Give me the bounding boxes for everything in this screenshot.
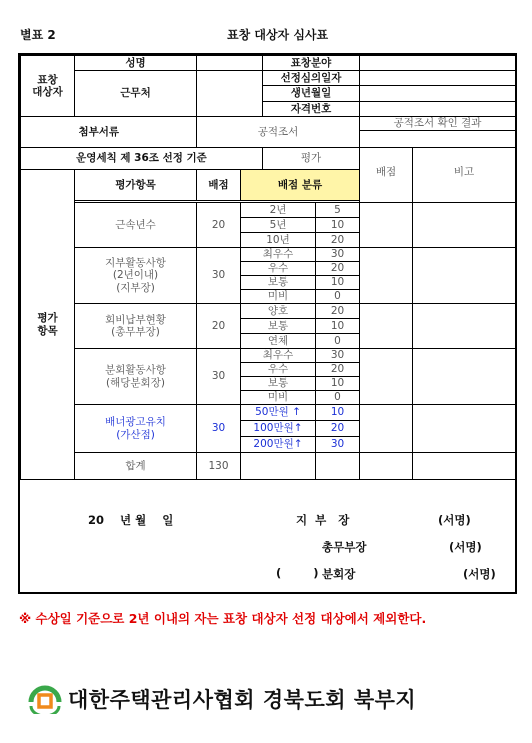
name-label: 성명 bbox=[75, 56, 197, 71]
attach-blank-cell bbox=[21, 117, 75, 148]
total-points: 130 bbox=[197, 453, 241, 480]
total-category-left bbox=[241, 453, 316, 480]
category-header: 배점 분류 bbox=[241, 170, 360, 201]
sub-branch-head-label: 분회장 bbox=[322, 567, 356, 581]
award-field-value[interactable] bbox=[360, 56, 516, 71]
category-score: 5 bbox=[316, 203, 360, 218]
allocation-cell[interactable] bbox=[360, 349, 413, 405]
item-name: 근속년수 bbox=[75, 203, 197, 248]
item-points: 30 bbox=[197, 349, 241, 405]
total-label: 합계 bbox=[75, 453, 197, 480]
category-label: 200만원↑ bbox=[241, 437, 316, 453]
category-label: 50만원 ↑ bbox=[241, 405, 316, 421]
category-score: 10 bbox=[316, 319, 360, 334]
category-label: 미비 bbox=[241, 391, 316, 405]
allocation-cell[interactable] bbox=[360, 405, 413, 453]
check-result-value[interactable] bbox=[360, 131, 515, 147]
item-name: 회비납부현황 (총무부장) bbox=[75, 304, 197, 349]
org-name: 대한주택관리사협회 경북도회 북부지 bbox=[68, 688, 417, 712]
workplace-label: 근무처 bbox=[75, 71, 197, 117]
points-header: 배점 bbox=[197, 170, 241, 201]
sub-branch-head-sign[interactable]: (서명) bbox=[463, 567, 496, 581]
birth-value[interactable] bbox=[360, 86, 515, 102]
item-name: 분회활동사항 (해당분회장) bbox=[75, 349, 197, 405]
branch-head-label: 지 부 장 bbox=[296, 513, 350, 527]
category-score: 30 bbox=[316, 349, 360, 363]
item-points: 30 bbox=[197, 248, 241, 304]
branch-head-sign[interactable]: (서명) bbox=[438, 513, 471, 527]
remarks-cell[interactable] bbox=[413, 304, 516, 349]
category-label: 보통 bbox=[241, 276, 316, 290]
category-label: 우수 bbox=[241, 363, 316, 377]
association-logo-icon bbox=[28, 684, 62, 714]
review-form-table bbox=[20, 55, 516, 480]
allocation-cell[interactable] bbox=[360, 248, 413, 304]
category-score: 10 bbox=[316, 405, 360, 421]
check-result-label: 공적조서 확인 결과 bbox=[360, 117, 515, 131]
category-label: 2년 bbox=[241, 203, 316, 218]
allocation-label: 배점 bbox=[360, 148, 413, 203]
category-score: 20 bbox=[316, 363, 360, 377]
category-score: 0 bbox=[316, 334, 360, 349]
category-label: 연체 bbox=[241, 334, 316, 349]
category-label: 10년 bbox=[241, 233, 316, 248]
total-remarks-cell[interactable] bbox=[413, 453, 516, 480]
category-score: 20 bbox=[316, 233, 360, 248]
general-manager-label: 총무부장 bbox=[322, 540, 367, 554]
category-score: 20 bbox=[316, 262, 360, 276]
category-label: 미비 bbox=[241, 290, 316, 304]
item-points: 20 bbox=[197, 304, 241, 349]
remarks-label: 비고 bbox=[413, 148, 516, 203]
sub-branch-prefix[interactable]: ( ) bbox=[276, 566, 319, 580]
category-score: 10 bbox=[316, 377, 360, 391]
item-header: 평가항목 bbox=[75, 170, 197, 201]
category-score: 30 bbox=[316, 437, 360, 453]
signature-date: 20 년 월 일 bbox=[88, 513, 174, 527]
category-label: 보통 bbox=[241, 319, 316, 334]
category-label: 양호 bbox=[241, 304, 316, 319]
category-score: 20 bbox=[316, 304, 360, 319]
category-label: 최우수 bbox=[241, 349, 316, 363]
category-label: 우수 bbox=[241, 262, 316, 276]
category-label: 최우수 bbox=[241, 248, 316, 262]
remarks-cell[interactable] bbox=[413, 203, 516, 248]
name-value[interactable] bbox=[197, 56, 263, 71]
category-score: 10 bbox=[316, 218, 360, 233]
remarks-cell[interactable] bbox=[413, 405, 516, 453]
category-label: 100만원↑ bbox=[241, 421, 316, 437]
item-points: 30 bbox=[197, 405, 241, 453]
category-score: 10 bbox=[316, 276, 360, 290]
exclusion-note: ※ 수상일 기준으로 2년 이내의 자는 표창 대상자 선정 대상에서 제외한다. bbox=[19, 611, 427, 626]
rule-label: 운영세칙 제 36조 선정 기준 bbox=[21, 148, 263, 170]
category-score: 20 bbox=[316, 421, 360, 437]
allocation-cell[interactable] bbox=[360, 203, 413, 248]
category-label: 보통 bbox=[241, 377, 316, 391]
selection-date-label: 선정심의일자 bbox=[263, 71, 360, 86]
total-category-right bbox=[316, 453, 360, 480]
target-section-label: 표창 대상자 bbox=[21, 56, 75, 117]
remarks-cell[interactable] bbox=[413, 248, 516, 304]
doc-title: 표창 대상자 심사표 bbox=[227, 28, 329, 42]
doc-label: 별표 2 bbox=[20, 28, 56, 42]
item-name: 지부활동사항 (2년이내) (지부장) bbox=[75, 248, 197, 304]
footer-logo bbox=[28, 683, 416, 715]
attachments-value: 공적조서 bbox=[197, 117, 360, 148]
total-allocation-cell[interactable] bbox=[360, 453, 413, 480]
category-score: 0 bbox=[316, 391, 360, 405]
category-score: 30 bbox=[316, 248, 360, 262]
allocation-cell[interactable] bbox=[360, 304, 413, 349]
category-score: 0 bbox=[316, 290, 360, 304]
selection-date-value[interactable] bbox=[360, 71, 516, 86]
cert-value[interactable] bbox=[360, 102, 515, 116]
item-name: 배너광고유치 (가산점) bbox=[75, 405, 197, 453]
attachments-label: 첨부서류 bbox=[75, 117, 197, 148]
evaluation-label: 평가 bbox=[263, 148, 360, 170]
cert-label: 자격번호 bbox=[290, 103, 332, 115]
item-points: 20 bbox=[197, 203, 241, 248]
remarks-cell[interactable] bbox=[413, 349, 516, 405]
evaluation-section-label: 평가 항목 bbox=[21, 170, 75, 480]
birth-label: 생년월일 bbox=[263, 86, 359, 102]
general-manager-sign[interactable]: (서명) bbox=[449, 540, 482, 554]
award-field-label: 표창분야 bbox=[263, 56, 360, 71]
workplace-value[interactable] bbox=[197, 71, 263, 117]
category-label: 5년 bbox=[241, 218, 316, 233]
